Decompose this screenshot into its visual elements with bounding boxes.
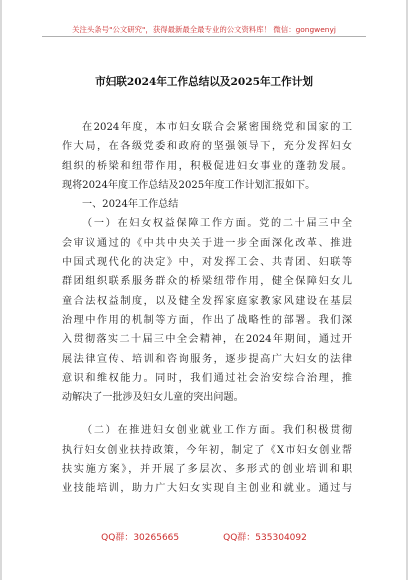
- text-line: 入贯彻落实二十届三中全会精神，在2024年期间，通过开: [62, 334, 352, 346]
- text-line: 意识和维权能力。同时，我们通过社会治安综合治理，推: [62, 372, 352, 384]
- text-line: 扶实施方案》，并开展了多层次、多形式的创业培训和职: [62, 464, 352, 476]
- text-line: （二）在推进妇女创业就业工作方面。我们积极贯彻: [82, 425, 352, 437]
- text-line: 在2024年度，本市妇女联合会紧密围绕党和国家的工: [82, 122, 352, 133]
- paragraph-intro: [62, 118, 352, 195]
- text-line: 展法律宣传、培训和咨询服务，逐步提高广大妇女的法律: [62, 353, 352, 365]
- document-body: [62, 118, 352, 499]
- text-line: 一、2024年工作总结: [82, 199, 179, 211]
- text-line: 现将2024年度工作总结及2025年度工作计划汇报如下。: [62, 179, 316, 191]
- text-line: 治理中作用的机制等方面，作出了战略性的部署。我们深: [62, 314, 352, 326]
- footer-qq-group-1: QQ群：30265665: [101, 533, 180, 543]
- text-line: 组织的桥梁和纽带作用，积极促进妇女事业的蓬勃发展。: [62, 160, 352, 172]
- paragraph-rights: [62, 214, 352, 407]
- section-heading: [62, 195, 352, 214]
- text-line: （一）在妇女权益保障工作方面。党的二十届三中全: [82, 218, 352, 230]
- text-line: 业技能培训，助力广大妇女实现自主创业和就业。通过与: [62, 483, 352, 495]
- paragraph-employment: [62, 421, 352, 498]
- header-note: 关注头条号"公文研究"，获得最新最全最专业的公文资料库！ 微信：gongwenyj: [72, 25, 336, 34]
- text-line: 会审议通过的《中共中央关于进一步全面深化改革、推进: [62, 237, 352, 249]
- text-line: 动解决了一批涉及妇女儿童的突出问题。: [62, 392, 244, 404]
- document-title: 市妇联2024年工作总结以及2025年工作计划: [95, 76, 313, 88]
- text-line: 童合法权益制度，以及健全发挥家庭家教家风建设在基层: [62, 295, 352, 307]
- footer-qq-group-2: QQ群：535304092: [223, 533, 307, 543]
- header-divider: [42, 36, 366, 37]
- text-line: 执行妇女创业扶持政策，今年初，制定了《X市妇女创业帮: [62, 444, 352, 456]
- text-line: 群团组织联系服务群众的桥梁纽带作用，健全保障妇女儿: [62, 276, 352, 288]
- footer-contact: [2, 530, 406, 543]
- text-line: 中国式现代化的决定》中，对发挥工会、共青团、妇联等: [62, 257, 352, 269]
- text-line: 作大局，在各级党委和政府的坚强领导下，充分发挥妇女: [62, 141, 352, 153]
- document-page: [2, 0, 406, 580]
